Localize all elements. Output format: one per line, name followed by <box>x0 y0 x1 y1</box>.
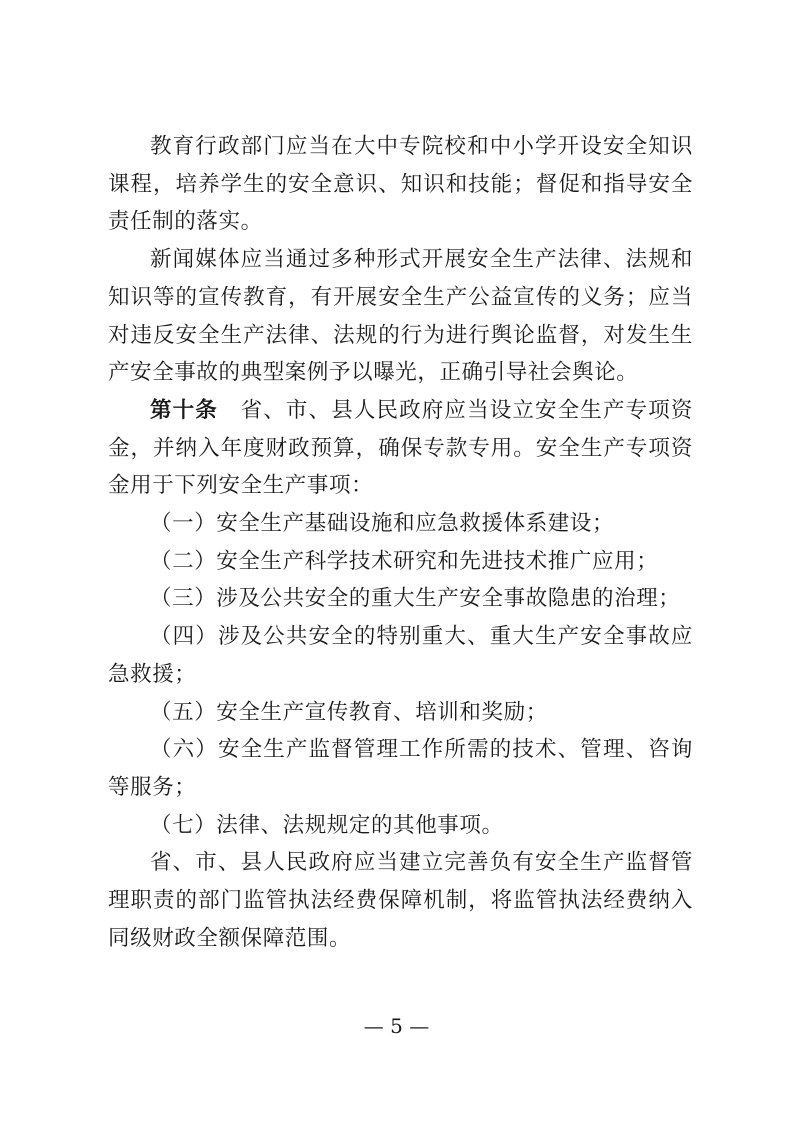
list-item-1 <box>108 505 693 543</box>
list-item-6 <box>108 731 693 806</box>
list-item-2 <box>108 543 693 581</box>
paragraph-funding-mechanism <box>108 844 693 957</box>
paragraph-article-10 <box>108 392 693 505</box>
list-item-text: （四）涉及公共安全的特别重大、重大生产安全事故应急救援； <box>108 624 693 687</box>
list-item-4 <box>108 618 693 693</box>
list-item-text: （二）安全生产科学技术研究和先进技术推广应用； <box>150 548 659 574</box>
page-number: — 5 — <box>363 1014 430 1038</box>
paragraph-text: 新闻媒体应当通过多种形式开展安全生产法律、法规和知识等的宣传教育，有开展安全生产公益宣传的义务；应当对违反安全生产法律、法规的行为进行舆论监督，对发生生产安全事故的典型案例予以曝光，正确引导社会舆论。 <box>108 247 693 386</box>
list-item-7 <box>108 807 693 845</box>
paragraph-text: 省、市、县人民政府应当建立完善负有安全生产监督管理职责的部门监管执法经费保障机制，将监管执法经费纳入同级财政全额保障范围。 <box>108 850 693 951</box>
list-item-text: （三）涉及公共安全的重大生产安全事故隐患的治理； <box>150 586 681 612</box>
list-item-3 <box>108 580 693 618</box>
list-item-text: （一）安全生产基础设施和应急救援体系建设； <box>150 511 615 537</box>
article-number: 第十条 <box>150 397 218 423</box>
list-item-5 <box>108 694 693 732</box>
list-item-text: （七）法律、法规规定的其他事项。 <box>150 812 504 838</box>
paragraph-education-dept <box>108 128 693 241</box>
paragraph-news-media <box>108 241 693 392</box>
paragraph-text: 教育行政部门应当在大中专院校和中小学开设安全知识课程，培养学生的安全意识、知识和技能；督促和指导安全责任制的落实。 <box>108 134 693 235</box>
document-body <box>108 128 693 957</box>
paragraph-text: 省、市、县人民政府应当设立安全生产专项资金，并纳入年度财政预算，确保专款专用。安全生产专项资金用于下列安全生产事项： <box>108 397 693 499</box>
list-item-text: （五）安全生产宣传教育、培训和奖励； <box>150 699 548 725</box>
list-item-text: （六）安全生产监督管理工作所需的技术、管理、咨询等服务； <box>108 737 693 800</box>
